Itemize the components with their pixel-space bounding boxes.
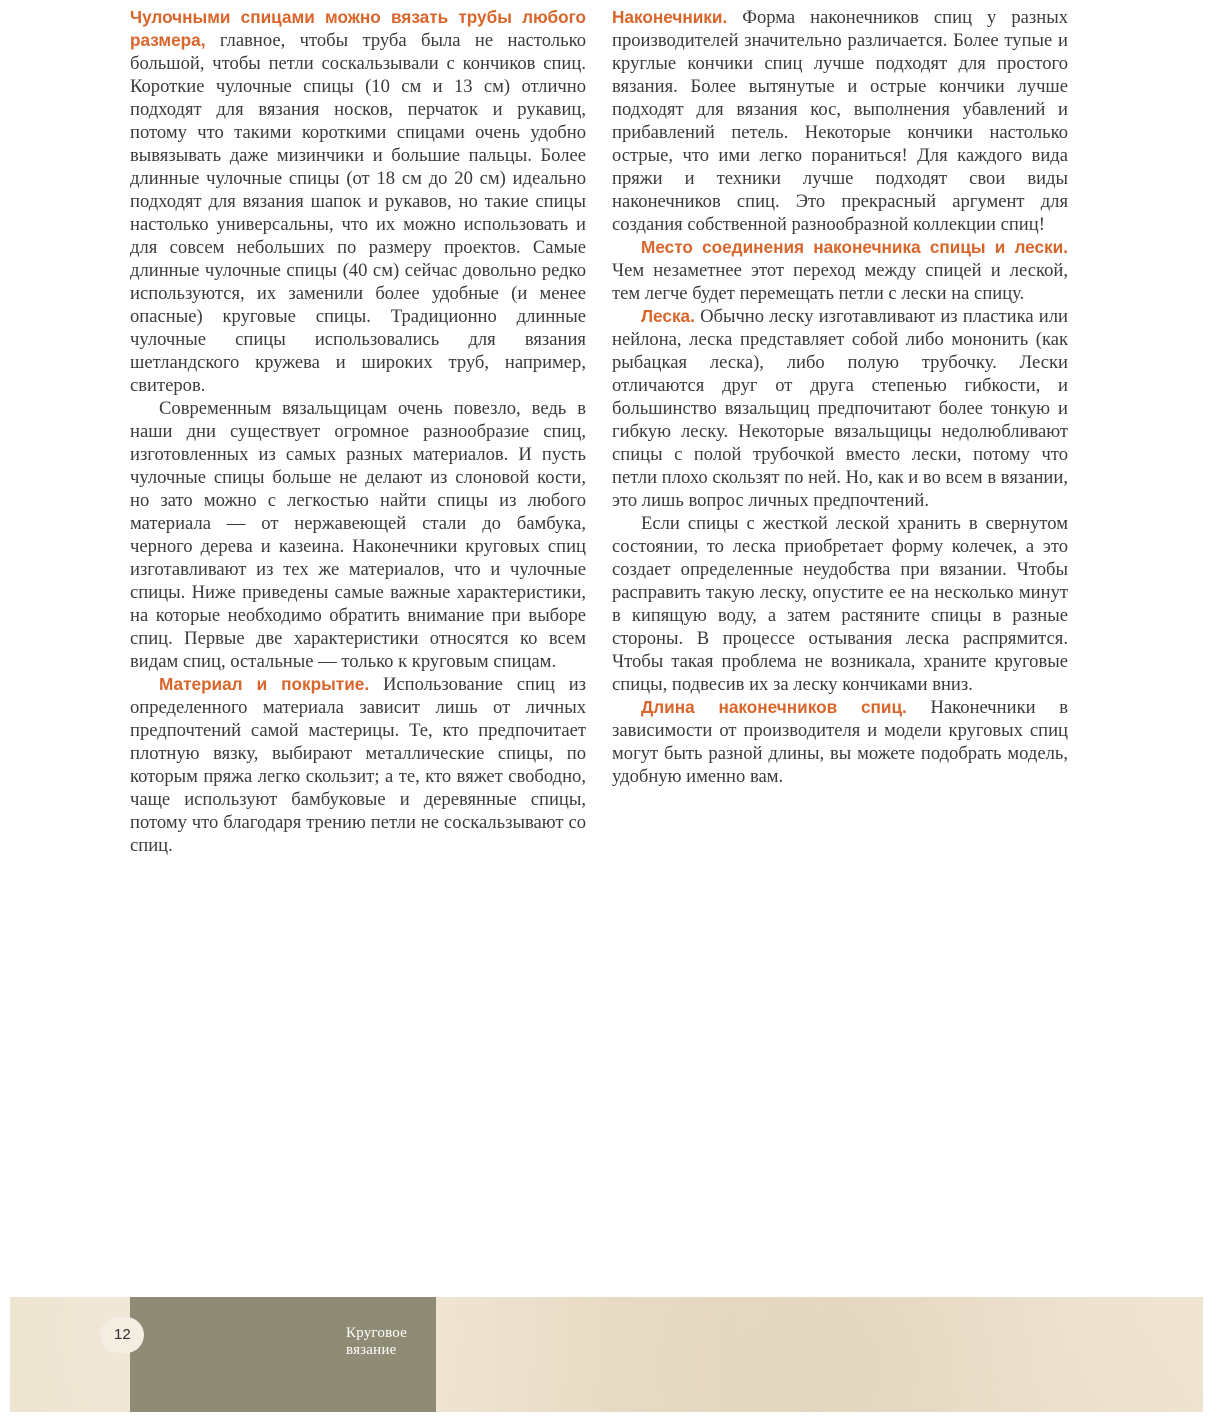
right-column [612, 6, 1068, 788]
paragraph-text: Использование спиц из определенного материала зависит лишь от личных предпочтений самой мастерицы. Те, кто предпочитает плотную вязку, выбирают металлические спицы, по которым пряжа легко скользит; а те, кто вяжет свободно, чаще используют бамбуковые и деревянные спицы, потому что благодаря трению петли не соскальзывают со спиц. [130, 674, 587, 856]
paragraph-lead: Место соединения наконечника спицы и лески. [641, 237, 1068, 257]
paragraph-lead: Леска. [641, 306, 695, 326]
paragraph-text: Форма наконечников спиц у разных производителей значительно различается. Более тупые и круглые кончики спиц лучше подходят для простого вязания. Более вытянутые и острые кончики лучше подходят для вязания кос, выполнения убавлений и прибавлений петель. Некоторые кончики настолько острые, что ими легко пораниться! Для каждого вида пряжи и техники лучше подходят свои виды наконечников спиц. Это прекрасный аргумент для создания собственной разнообразной коллекции спиц! [612, 7, 1068, 235]
paragraph [130, 673, 586, 857]
paragraph-text: Современным вязальщицам очень повезло, ведь в наши дни существует огромное разнообразие спиц, изготовленных из самых разных материалов. И пусть чулочные спицы больше не делают из слоновой кости, но зато можно с легкостью найти спицы из любого материала — от нержавеющей стали до бамбука, черного дерева и казеина. Наконечники круговых спиц изготавливают из тех же материалов, что и чулочные спицы. Ниже приведены самые важные характеристики, на которые необходимо обратить внимание при выборе спиц. Первые две характеристики относятся ко всем видам спиц, остальные — только к круговым спицам. [130, 398, 586, 672]
paragraph [612, 512, 1068, 696]
paragraph [612, 236, 1068, 305]
paragraph [130, 6, 586, 397]
paragraph [130, 397, 586, 673]
paragraph [612, 696, 1068, 788]
page-number: 12 [100, 1317, 144, 1353]
paragraph-lead: Наконечники. [612, 7, 728, 27]
paragraph-lead: Длина наконечников спиц. [641, 697, 907, 717]
paragraph-text: главное, чтобы труба была не настолько большой, чтобы петли соскальзывали с кончиков спиц. Короткие чулочные спицы (10 см и 13 см) отлично подходят для вязания носков, перчаток и рукавиц, потому что такими короткими спицами очень удобно вывязывать даже мизинчики и большие пальцы. Более длинные чулочные спицы (от 18 см до 20 см) идеально подходят для вязания шапок и рукавов, но такие спицы настолько универсальны, что их можно использовать и для совсем небольших по размеру проектов. Самые длинные чулочные спицы (40 см) сейчас довольно редко используются, их заменили более удобные (и менее опасные) круговые спицы. Традиционно длинные чулочные спицы использовались для вязания шетландского кружева и широких труб, например, свитеров. [130, 30, 586, 396]
section-title: Круговое вязание [346, 1325, 408, 1358]
paragraph [612, 6, 1068, 236]
footer-band [130, 1297, 436, 1412]
paragraph-text: Если спицы с жесткой леской хранить в свернутом состоянии, то леска приобретает форму колечек, а это создает определенные неудобства при вязании. Чтобы расправить такую леску, опустите ее на несколько минут в кипящую воду, а затем растяните спицы в разные стороны. В процессе остывания леска распрямится. Чтобы такая проблема не возникала, храните круговые спицы, подвесив их за леску кончиками вниз. [612, 513, 1068, 695]
paragraph-text: Наконечники в зависимости от производителя и модели круговых спиц могут быть разной длины, вы можете подобрать модель, удобную именно вам. [612, 697, 1069, 787]
paragraph-text: Чем незаметнее этот переход между спицей и леской, тем легче будет перемещать петли с лески на спицу. [612, 260, 1068, 304]
paragraph-lead: Материал и покрытие. [159, 674, 370, 694]
paragraph-text: Обычно леску изготавливают из пластика или нейлона, леска представляет собой либо мононить (как рыбацкая леска), либо полую трубочку. Лески отличаются друг от друга степенью гибкости, и большинство вязальщиц предпочитают более тонкую и гибкую леску. Некоторые вязальщицы недолюбливают спицы с полой трубочкой вместо лески, потому что петли плохо скользят по ней. Но, как и во всем в вязании, это лишь вопрос личных предпочтений. [612, 306, 1068, 511]
page-footer [10, 1297, 1203, 1412]
paragraph [612, 305, 1068, 512]
left-column [130, 6, 586, 857]
paragraph-lead: Чулочными спицами можно вязать трубы любого размера, [130, 7, 586, 50]
